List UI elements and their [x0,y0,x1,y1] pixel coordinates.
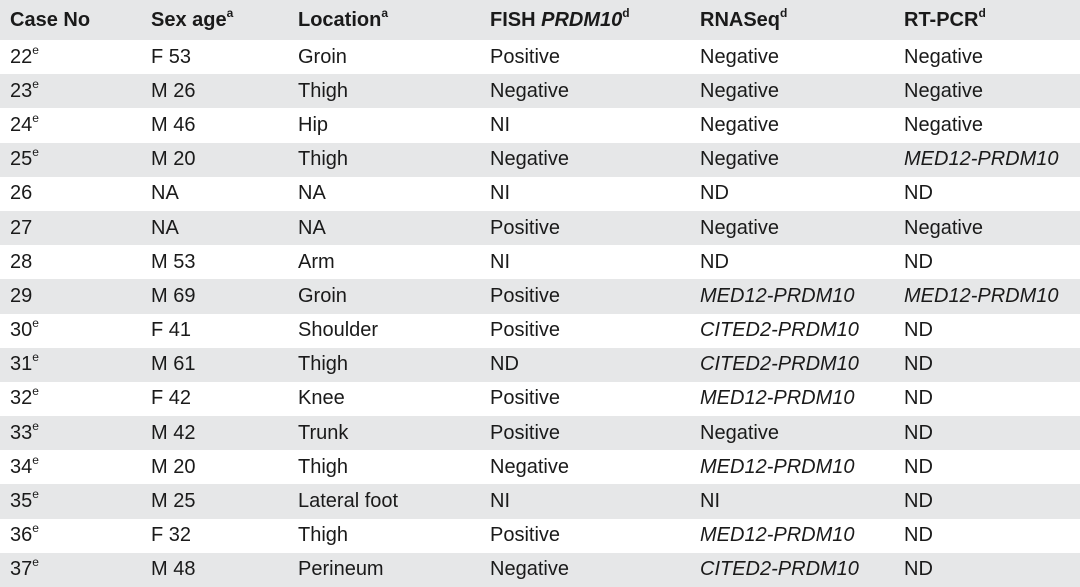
cell-location: Shoulder [298,319,379,342]
cell-case-no: 23e [10,76,39,102]
cell-case-no: 30e [10,316,39,342]
cell-case-no: 27 [10,216,33,239]
cell-location: Knee [298,387,345,410]
table-row [0,314,1080,348]
table-row [0,484,1080,518]
cell-location: Thigh [298,148,349,171]
cell-rtpcr: Negative [904,113,983,136]
cell-rnaseq: CITED2-PRDM10 [700,353,859,376]
cell-location: Thigh [298,524,349,547]
table-row [0,211,1080,245]
cell-rnaseq: MED12-PRDM10 [700,524,855,547]
cell-rtpcr: ND [904,558,933,581]
cell-fish: Negative [490,558,569,581]
cell-sex-age: M 61 [151,353,196,376]
cell-rtpcr: ND [904,455,933,478]
cell-rtpcr: MED12-PRDM10 [904,284,1059,307]
table-row [0,450,1080,484]
cell-case-no: 35e [10,487,39,513]
cell-sex-age: M 20 [151,455,196,478]
cell-fish: Positive [490,421,561,444]
cell-rnaseq: MED12-PRDM10 [700,387,855,410]
cell-fish: NI [490,490,510,513]
cell-sex-age: M 25 [151,490,196,513]
header-case-no: Case No [10,8,91,31]
cell-sex-age: F 32 [151,524,192,547]
table-row [0,382,1080,416]
cell-fish: Negative [490,79,569,102]
cell-rtpcr: ND [904,319,933,342]
cell-rtpcr: ND [904,182,933,205]
table-row [0,245,1080,279]
cell-fish: Positive [490,45,561,68]
cell-location: Lateral foot [298,490,399,513]
table-row [0,279,1080,313]
cell-rnaseq: Negative [700,113,779,136]
table-header [0,0,1080,40]
cell-case-no: 24e [10,110,39,136]
table-row [0,74,1080,108]
cell-rnaseq: Negative [700,45,779,68]
cell-sex-age: M 48 [151,558,196,581]
table-row [0,40,1080,74]
header-row [0,0,1080,40]
cell-rtpcr: ND [904,250,933,273]
table-row [0,416,1080,450]
cell-case-no: 22e [10,42,39,68]
cell-sex-age: M 42 [151,421,196,444]
cell-location: Thigh [298,455,349,478]
cell-rnaseq: CITED2-PRDM10 [700,319,859,342]
cell-fish: NI [490,182,510,205]
cell-location: Hip [298,113,329,136]
cell-rnaseq: Negative [700,79,779,102]
cell-rtpcr: Negative [904,216,983,239]
cell-rnaseq: Negative [700,421,779,444]
table-row [0,553,1080,587]
cell-sex-age: M 69 [151,284,196,307]
cell-rtpcr: MED12-PRDM10 [904,148,1059,171]
cell-case-no: 37e [10,555,39,581]
cell-sex-age: NA [151,216,179,239]
cell-sex-age: M 46 [151,113,196,136]
cell-location: Thigh [298,79,349,102]
cell-rnaseq: MED12-PRDM10 [700,284,855,307]
cell-case-no: 33e [10,418,39,444]
cell-rnaseq: Negative [700,148,779,171]
cell-fish: NI [490,113,510,136]
cell-location: Arm [298,250,335,273]
cell-rnaseq: ND [700,182,729,205]
cell-case-no: 29 [10,284,33,307]
cell-rtpcr: ND [904,490,933,513]
cell-sex-age: F 41 [151,319,192,342]
cell-fish: NI [490,250,510,273]
header-rnaseq: RNASeq$^d$ [700,5,788,31]
cell-sex-age: M 20 [151,148,196,171]
cell-rnaseq: ND [700,250,729,273]
cell-sex-age: F 53 [151,45,192,68]
table-row [0,519,1080,553]
cell-location: NA [298,182,326,205]
cell-rnaseq: CITED2-PRDM10 [700,558,859,581]
cell-case-no: 25e [10,145,39,171]
header-rtpcr: RT-PCR$^d$ [904,5,986,31]
table-row [0,143,1080,177]
cell-rnaseq: Negative [700,216,779,239]
cell-case-no: 32e [10,384,39,410]
cell-location: Groin [298,284,347,307]
cell-fish: Positive [490,319,561,342]
cell-fish: Positive [490,216,561,239]
cell-fish: Positive [490,387,561,410]
cell-location: Groin [298,45,347,68]
cell-rtpcr: Negative [904,45,983,68]
cell-sex-age: M 53 [151,250,196,273]
cell-location: NA [298,216,326,239]
cell-rnaseq: MED12-PRDM10 [700,455,855,478]
cell-case-no: 36e [10,521,39,547]
table-row [0,177,1080,211]
cell-case-no: 31e [10,350,39,376]
header-sex-age: Sex age$^a$ [151,5,234,31]
table-row [0,108,1080,142]
cell-rtpcr: ND [904,524,933,547]
cell-sex-age: NA [151,182,179,205]
cell-rnaseq: NI [700,490,720,513]
cell-fish: Negative [490,148,569,171]
cell-location: Thigh [298,353,349,376]
cell-case-no: 28 [10,250,33,273]
cell-fish: Negative [490,455,569,478]
cell-rtpcr: ND [904,353,933,376]
cell-case-no: 34e [10,452,39,478]
cell-sex-age: M 26 [151,79,196,102]
table-row [0,348,1080,382]
cell-rtpcr: ND [904,387,933,410]
cell-fish: Positive [490,524,561,547]
cell-fish: ND [490,353,519,376]
cell-sex-age: F 42 [151,387,192,410]
cell-fish: Positive [490,284,561,307]
cell-rtpcr: Negative [904,79,983,102]
cell-rtpcr: ND [904,421,933,444]
cell-location: Perineum [298,558,384,581]
header-location: Location$^a$ [298,5,389,31]
cell-case-no: 26 [10,182,33,205]
table-body [0,40,1080,587]
header-fish: FISH PRDM10$^d$ [490,5,630,31]
cell-location: Trunk [298,421,349,444]
